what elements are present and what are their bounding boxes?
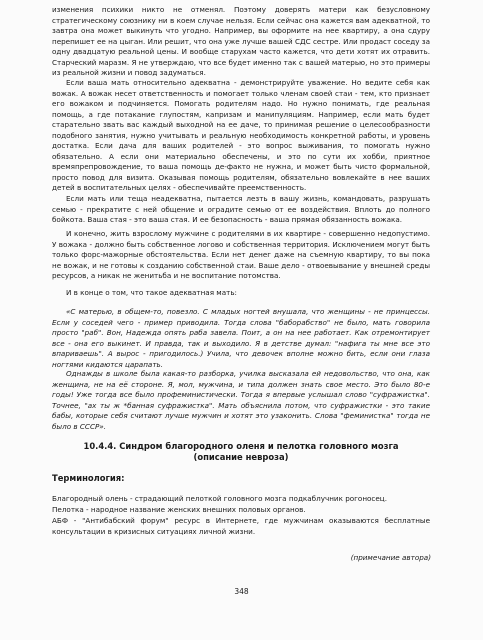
section-subheading: (описание невроза) [193,452,289,462]
paragraph-mother-psychology: изменения психики никто не отменял. Поэтому доверять матери как безусловному стратегическому союзнику ни в коем случае нельзя. Если сейчас она кажется вам адекватной, то завтра она может выкинуть что угодно. Например, вы оформите на нее квартиру, а она сдуру перепишет ее на цыган. Или решит, что она уже лучше вашей СДС сестре. Или продаст соседу за одну двадцатую реальной цены. И вообще старухам часто кажется, что дети хотят их отравить. Старческий маразм. Я не утверждаю, что все будет именно так с вашей матерью, но это примеры из реальной жизни и повод задуматься. [52,5,430,77]
quote-paragraph-2: Однажды в школе была какая-то разборка, училка высказала ей недовольство, что она, как женщина, не на её стороне. Я, мол, мужчина, и типа должен знать свое место. Это было 80-е годы! Уже тогда все было профеминистически. Тогда я впервые услышал слово "суфражистка". Точнее, "ах ты ж *банная суфражистка". Мать объяснила потом, что суфражистки - это такие бабы, которые себя считают лучше мужчин и хотят это узаконить. Слова "феминистка" тогда не было в СССР». [52,369,430,431]
paragraph-living-with-parents: И конечно, жить взрослому мужчине с родителями в их квартире - совершенно недопустимо. У вожака - должно быть собственное логово и собственная территория. Исключением могут быть только форс-мажорные обстоятельства. Если нет денег даже на съемную квартиру, то вы пока не вожак, и не готовы к созданию собственной стаи. Ваше дело - отвоевывание у внешней среды ресурсов, а никак не женитьба и не воспитание потомства. [52,229,430,280]
term-noble-deer: Благородный олень - страдающий пелоткой головного мозга подкаблучник рогоносец. [52,494,387,503]
section-heading: 10.4.4. Синдром благородного оленя и пелотка головного мозга [83,441,399,451]
terminology-title: Терминология: [52,473,125,483]
quote-paragraph-1: «С матерью, в общем-то, повезло. С младых ногтей внушала, что женщины - не принцессы. Если у соседей чего - пример приводила. Тогда слова "баборабство" не было, мать говорила просто "раб". Вон, Надежда опять раба завела. Поит, а он на нее работает. Как отремонтирует все - она его выкинет. И правда, так и выходило. Я в детстве думал: "нафига ты мне все это впариваешь". А вырос - пригодилось.) Учила, что девочек вполне можно бить, если они глаза ногтями кидаются царапать. [52,307,430,369]
term-abf: АБФ - "Антибабский форум" ресурс в Интернете, где мужчинам оказываются бесплатные консультации в кризисных ситуациях личной жизни. [52,516,430,536]
intro-line: И в конце о том, что такое адекватная мать: [66,288,237,297]
term-pelotka: Пелотка - народное название женских внешних половых органов. [52,505,306,514]
author-note: (примечание автора) [350,553,431,562]
page-number: 348 [234,587,249,596]
paragraph-adequate-mother: Если ваша мать относительно адекватна - демонстрируйте уважение. Но ведите себя как вожак. А вожак несет ответственность и помогает только членам своей стаи - тем, кто признает его вожаком и подчиняется. Помогать родителям надо. Но нужно понимать, где реальная помощь, а где потакание глупостям, капризам и манипуляциям. Например, если мать будет старательно звать вас каждый выходной на ее даче, то принимая решение о целесообразности подобного занятия, нужно учитывать и реальную необходимость конкретной работы, и уровень достатка. Если дача для ваших родителей - это вопрос выживания, то помогать нужно обязательно. А если они материально обеспечены, и это по сути их хобби, приятное времяпрепровождение, то ваша помощь де-факто не нужна, и может быть чисто формальной, просто повод для визита. Оказывая помощь родителям, обязательно вовлекайте в нее ваших детей в воспитательных целях - обеспечивайте преемственность. [52,78,430,192]
paragraph-inadequate-mother: Если мать или теща неадекватна, пытается лезть в вашу жизнь, командовать, разрушать семью - прекратите с ней общение и оградите семью от ее воздействия. Вплоть до полного бойкота. Ваша стая - это ваша стая. И ее безопасность - ваша прямая обязанность вожака. [52,194,430,224]
